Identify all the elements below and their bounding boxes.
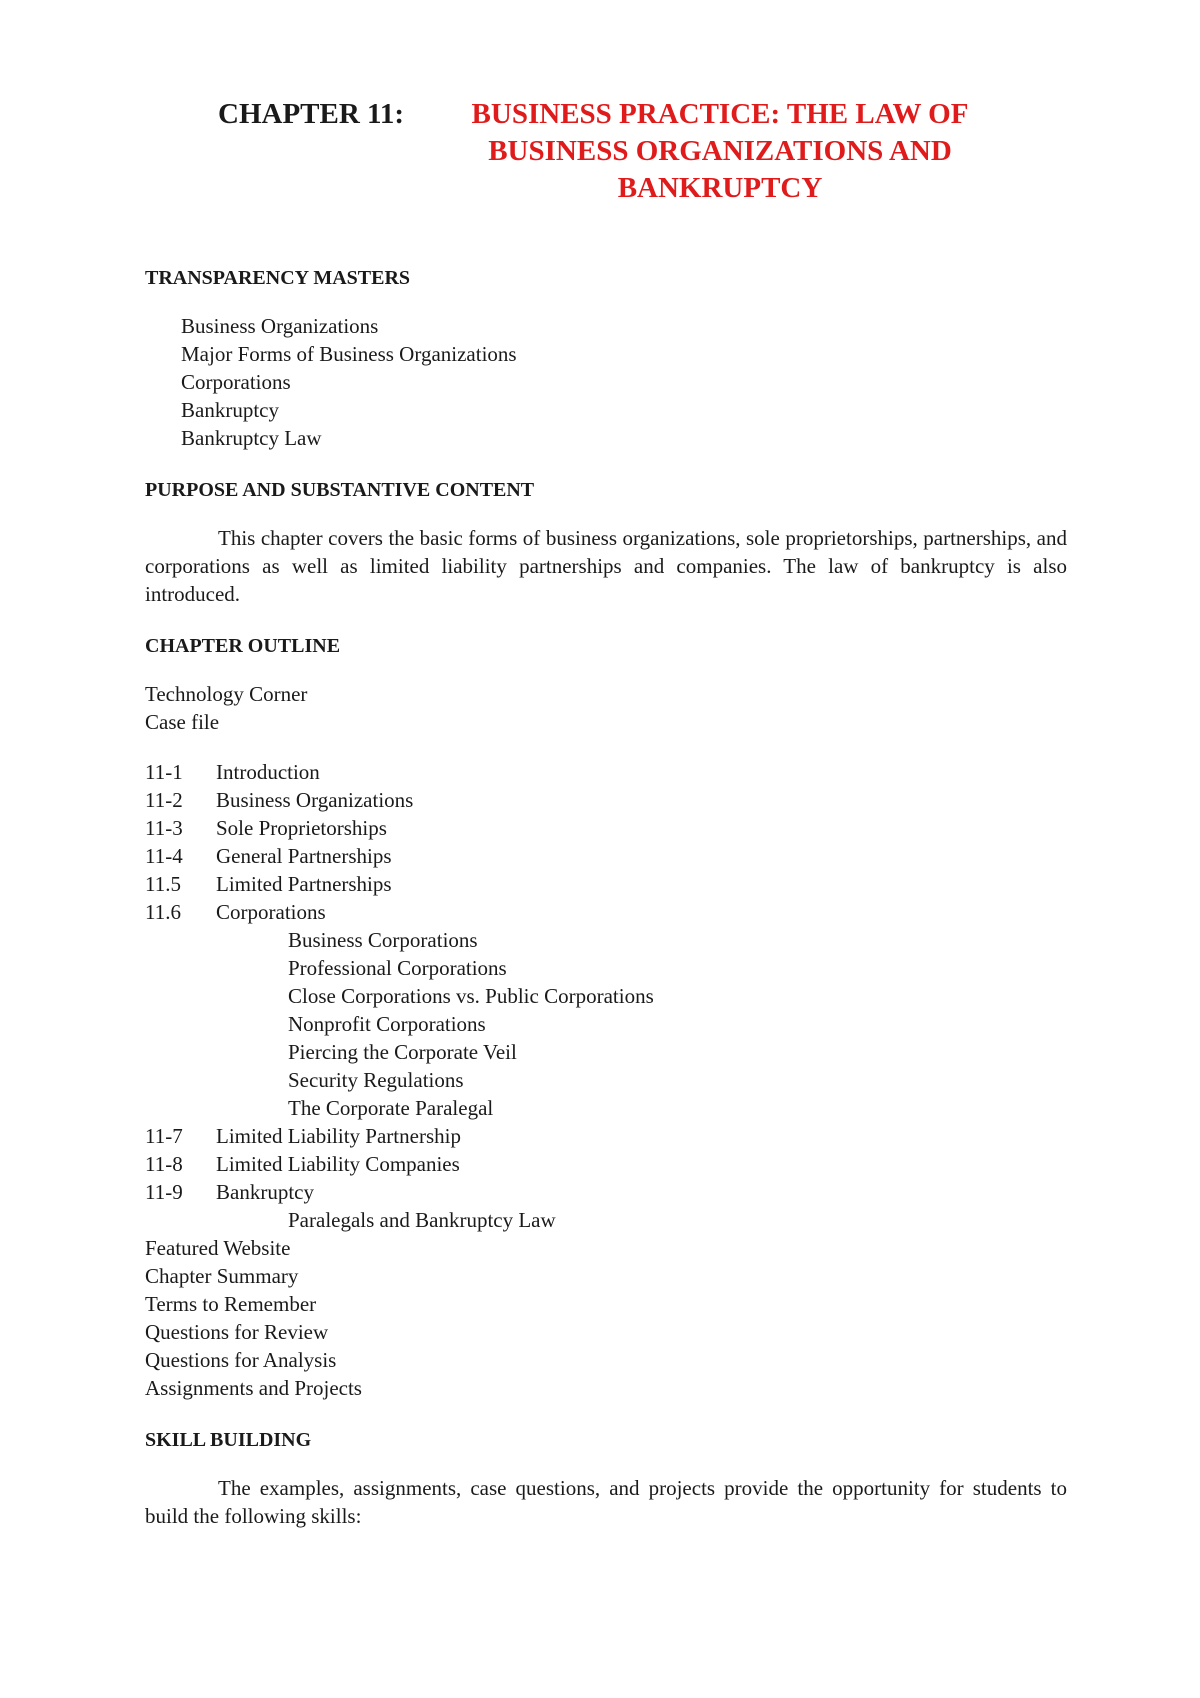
chapter-title-text	[450, 96, 990, 207]
outline-heading: CHAPTER OUTLINE	[145, 635, 341, 657]
list-item: Bankruptcy Law	[181, 426, 322, 450]
list-item: Terms to Remember	[145, 1292, 317, 1316]
section-number: 11.5	[145, 872, 181, 896]
document-body	[145, 264, 1067, 1554]
title-line: BUSINESS ORGANIZATIONS AND	[488, 135, 952, 167]
outline-section	[145, 1178, 1067, 1206]
skills-paragraph	[145, 1474, 1067, 1530]
outline-section	[145, 758, 1067, 786]
transparency-list	[145, 312, 1067, 452]
outline-subsection: The Corporate Paralegal	[288, 1096, 494, 1120]
purpose-paragraph	[145, 524, 1067, 608]
outline-section	[145, 870, 1067, 898]
outline-subsection: Paralegals and Bankruptcy Law	[288, 1208, 556, 1232]
outline-section	[145, 814, 1067, 842]
list-item: Bankruptcy	[181, 398, 279, 422]
outline-subsection: Nonprofit Corporations	[288, 1012, 486, 1036]
outline-subsection: Security Regulations	[288, 1068, 464, 1092]
transparency-heading: TRANSPARENCY MASTERS	[145, 267, 411, 289]
list-item: Questions for Review	[145, 1320, 329, 1344]
outline-section	[145, 842, 1067, 870]
skills-heading: SKILL BUILDING	[145, 1429, 312, 1451]
skills-text: The examples, assignments, case questions, and projects provide the opportunity for students to build the following skills:	[145, 1476, 1067, 1528]
outline-subsection: Close Corporations vs. Public Corporations	[288, 984, 654, 1008]
section-label: Sole Proprietorships	[216, 816, 387, 840]
list-item: Questions for Analysis	[145, 1348, 337, 1372]
outline-section	[145, 1122, 1067, 1150]
outline-section	[145, 1150, 1067, 1178]
section-label: Limited Liability Partnership	[216, 1124, 461, 1148]
section-label: Bankruptcy	[216, 1180, 314, 1204]
outline-section	[145, 898, 1067, 926]
section-label: Limited Liability Companies	[216, 1152, 460, 1176]
list-item: Major Forms of Business Organizations	[181, 342, 517, 366]
section-label: Limited Partnerships	[216, 872, 392, 896]
list-item: Business Organizations	[181, 314, 379, 338]
list-item: Corporations	[181, 370, 291, 394]
outline-subsection: Business Corporations	[288, 928, 478, 952]
chapter-number: CHAPTER 11:	[218, 98, 405, 130]
purpose-heading: PURPOSE AND SUBSTANTIVE CONTENT	[145, 479, 535, 501]
outline-intro-item: Case file	[145, 710, 220, 734]
section-number: 11-1	[145, 760, 183, 784]
list-item: Assignments and Projects	[145, 1376, 362, 1400]
section-number: 11-9	[145, 1180, 183, 1204]
list-item: Chapter Summary	[145, 1264, 299, 1288]
section-number: 11.6	[145, 900, 181, 924]
section-number: 11-3	[145, 816, 183, 840]
section-label: Business Organizations	[216, 788, 414, 812]
purpose-text: This chapter covers the basic forms of business organizations, sole proprietorships, partnerships, and corporations as well as limited liability partnerships and companies. The law of bankruptcy is also introduced.	[145, 526, 1067, 606]
outline-subsection: Professional Corporations	[288, 956, 507, 980]
outline-section	[145, 786, 1067, 814]
section-label: General Partnerships	[216, 844, 392, 868]
section-number: 11-2	[145, 788, 183, 812]
section-number: 11-7	[145, 1124, 183, 1148]
list-item: Featured Website	[145, 1236, 291, 1260]
section-label: Introduction	[216, 760, 320, 784]
section-number: 11-8	[145, 1152, 183, 1176]
title-line: BUSINESS PRACTICE: THE LAW OF	[471, 98, 969, 130]
section-label: Corporations	[216, 900, 326, 924]
outline-intro-item: Technology Corner	[145, 682, 308, 706]
outline-sections	[145, 758, 1067, 1234]
outline-closing-list	[145, 1234, 1067, 1402]
title-line: BANKRUPTCY	[617, 172, 823, 204]
outline-subsection: Piercing the Corporate Veil	[288, 1040, 517, 1064]
section-number: 11-4	[145, 844, 183, 868]
